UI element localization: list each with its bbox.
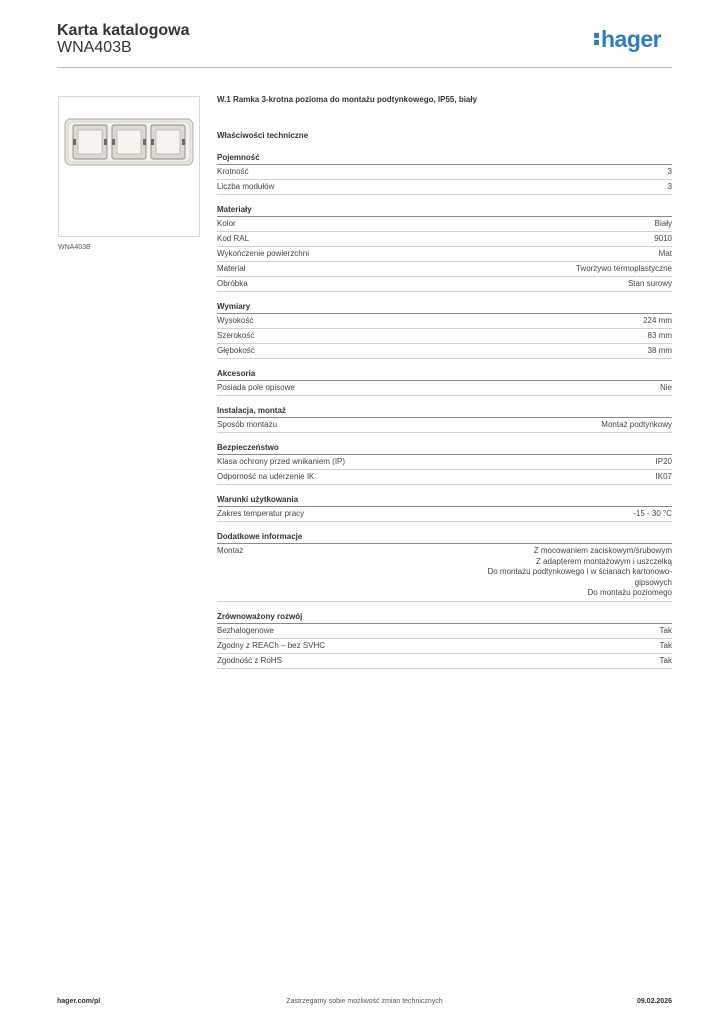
- spec-value: Tworzywo termoplastyczne: [575, 264, 672, 273]
- spec-value-line: Do montażu podtynkowego i w ścianach kartonowo-: [487, 567, 672, 576]
- section-title: Materiały: [217, 205, 672, 217]
- spec-row: [217, 165, 672, 180]
- spec-value: IP20: [655, 457, 672, 466]
- spec-value: -15 - 30 °C: [633, 509, 672, 518]
- spec-label: Krotność: [217, 167, 249, 176]
- product-title: W.1 Ramka 3-krotna pozioma do montażu podtynkowego, IP55, biały: [217, 95, 478, 104]
- spec-section: [217, 153, 672, 195]
- spec-label: Obróbka: [217, 279, 248, 288]
- spec-label: Wykończenie powierzchni: [217, 249, 309, 258]
- spec-label: Posiada pole opisowe: [217, 383, 295, 392]
- spec-row: [217, 329, 672, 344]
- spec-section: [217, 612, 672, 669]
- section-title: Akcesoria: [217, 369, 672, 381]
- spec-row: [217, 470, 672, 485]
- spec-value: Montaż podtynkowy: [601, 420, 672, 429]
- spec-sections: [217, 153, 672, 669]
- spec-label: Liczba modułów: [217, 182, 275, 191]
- spec-section: [217, 443, 672, 485]
- footer-notice: Zastrzegamy sobie możliwość zmian technicznych: [286, 998, 443, 1005]
- spec-label: Zgodność z RoHS: [217, 655, 282, 665]
- spec-row: [217, 277, 672, 292]
- spec-row: [217, 314, 672, 329]
- hager-logo: [594, 26, 661, 53]
- product-image: [58, 96, 200, 237]
- spec-value: Biały: [654, 219, 672, 228]
- section-title: Wymiary: [217, 302, 672, 314]
- spec-label: Montaż: [217, 546, 244, 555]
- spec-label: Kolor: [217, 219, 236, 228]
- spec-value-line: gipsowych: [634, 577, 672, 587]
- footer-date: 09.02.2026: [636, 998, 672, 1005]
- spec-content: [217, 95, 672, 679]
- spec-value: 38 mm: [647, 346, 672, 355]
- spec-label: Zgodny z REACh – bez SVHC: [217, 640, 326, 650]
- spec-value: 224 mm: [643, 316, 672, 325]
- spec-label: Kod RAL: [217, 234, 250, 243]
- header-divider: [57, 67, 672, 68]
- spec-row: [217, 624, 672, 639]
- spec-row: [217, 262, 672, 277]
- spec-row: [217, 232, 672, 247]
- spec-row: [217, 654, 672, 669]
- product-code: WNA403B: [57, 39, 132, 56]
- spec-value-line: Do montażu poziomego: [587, 588, 672, 597]
- logo-text: hager: [601, 26, 662, 52]
- spec-label: Materiał: [217, 264, 246, 273]
- spec-label: Szerokość: [217, 331, 255, 340]
- spec-value: 83 mm: [647, 331, 672, 340]
- spec-section: [217, 302, 672, 359]
- spec-row: [217, 381, 672, 396]
- spec-row: [217, 217, 672, 232]
- spec-value: 3: [667, 167, 672, 176]
- spec-row: [217, 455, 672, 470]
- spec-label: Sposób montażu: [217, 420, 278, 429]
- spec-row: [217, 344, 672, 359]
- image-caption: WNA403B: [58, 244, 91, 251]
- spec-label: Głębokość: [217, 346, 255, 355]
- spec-section: [217, 532, 672, 602]
- spec-value: Tak: [659, 640, 672, 650]
- spec-value: 9010: [654, 234, 672, 243]
- spec-section: [217, 406, 672, 433]
- spec-value: 3: [667, 182, 672, 191]
- properties-heading: Właściwości techniczne: [217, 131, 309, 140]
- spec-row: [217, 507, 672, 522]
- section-title: Bezpieczeństwo: [217, 443, 672, 455]
- spec-value: Mat: [658, 249, 672, 258]
- spec-row: [217, 180, 672, 195]
- spec-value: Stan surowy: [627, 279, 672, 288]
- page-title: Karta katalogowa: [57, 22, 190, 39]
- spec-label: Bezhalogenowe: [217, 625, 274, 635]
- section-title: Instalacja, montaż: [217, 406, 672, 418]
- spec-row: [217, 418, 672, 433]
- spec-value: Nie: [659, 383, 672, 392]
- triple-frame-icon: [59, 97, 199, 236]
- section-title: Pojemność: [217, 153, 672, 165]
- spec-section: [217, 369, 672, 396]
- spec-label: Klasa ochrony przed wnikaniem (IP): [217, 457, 346, 466]
- spec-label: Zakres temperatur pracy: [217, 509, 305, 518]
- spec-value: Tak: [659, 655, 672, 665]
- spec-section: [217, 495, 672, 522]
- spec-row: [217, 639, 672, 654]
- spec-value: IK07: [655, 472, 672, 481]
- logo-dots-icon: [594, 31, 599, 47]
- section-title: Dodatkowe informacje: [217, 532, 672, 544]
- footer-website[interactable]: hager.com/pl: [57, 998, 101, 1005]
- section-title: Warunki użytkowania: [217, 495, 672, 507]
- spec-value-multiline: [422, 546, 672, 599]
- section-title: Zrównoważony rozwój: [217, 612, 672, 624]
- spec-value: Tak: [659, 625, 672, 635]
- spec-section: [217, 205, 672, 292]
- spec-value-line: Z mocowaniem zaciskowym/śrubowym: [533, 546, 672, 555]
- spec-label: Odporność na uderzenie IK: [217, 472, 315, 481]
- spec-label: Wysokość: [217, 316, 254, 325]
- spec-row: [217, 544, 672, 602]
- spec-value-line: Z adapterem montażowym i uszczelką: [535, 556, 672, 566]
- spec-row: [217, 247, 672, 262]
